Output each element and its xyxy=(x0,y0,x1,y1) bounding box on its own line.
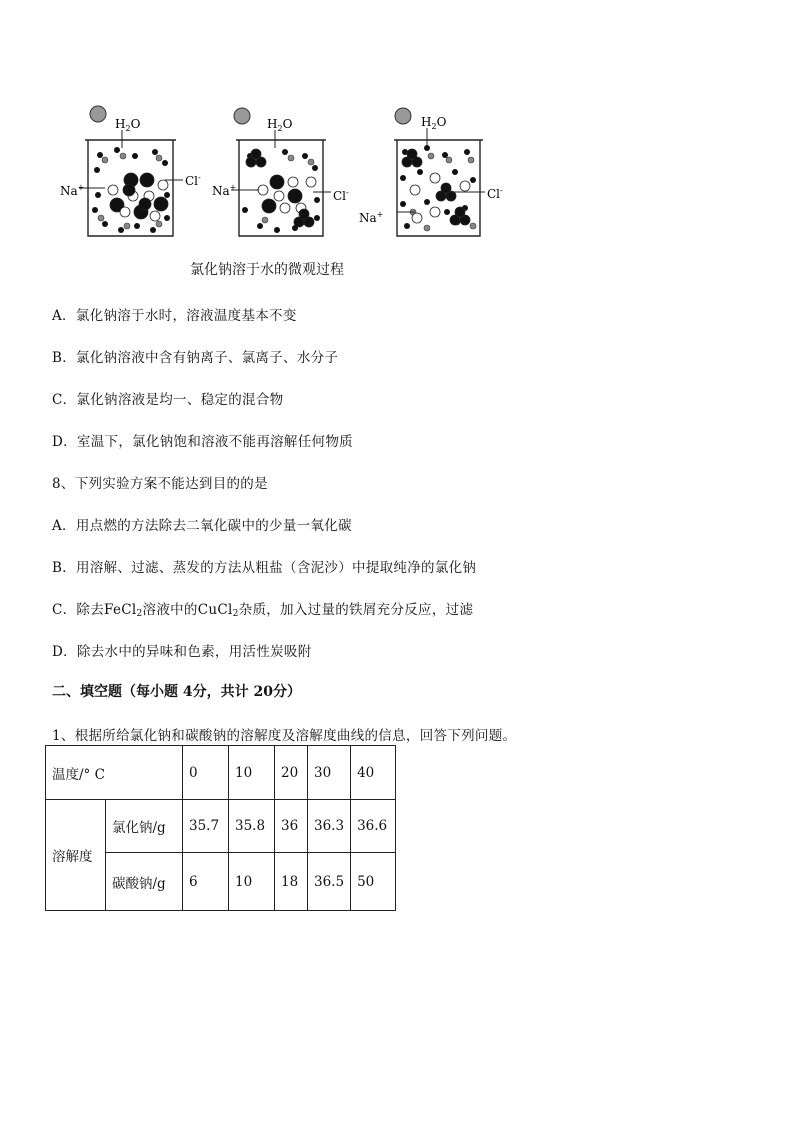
q8-option-c: C．除去FeCl$_2$溶液中的CuCl$_2$杂质，加入过量的铁屑充分反应，过滤 xyxy=(52,602,474,619)
value-cell: 18 xyxy=(275,853,308,911)
temp-cell: 30 xyxy=(308,746,351,800)
sodium-label-3: Na+ xyxy=(359,210,384,225)
q8-option-a: A．用点燃的方法除去二氧化碳中的少量一氧化碳 xyxy=(52,518,352,534)
value-cell: 35.7 xyxy=(183,800,229,853)
q7-option-b: B．氯化钠溶液中含有钠离子、氯离子、水分子 xyxy=(52,350,339,366)
q8-stem: 8、下列实验方案不能达到目的的是 xyxy=(52,476,268,492)
chloride-label-2: Cl- xyxy=(333,188,349,203)
value-cell: 50 xyxy=(351,853,396,911)
q1-stem: 1、根据所给氯化钠和碳酸钠的溶解度及溶解度曲线的信息，回答下列问题。 xyxy=(52,728,517,744)
figure-caption: 氯化钠溶于水的微观过程 xyxy=(190,262,344,278)
chloride-label-3: Cl- xyxy=(487,186,503,201)
q8-option-d: D．除去水中的异味和色素，用活性炭吸附 xyxy=(52,644,312,660)
water-label-1: $H_2O$ xyxy=(115,117,141,133)
table-row xyxy=(46,800,396,853)
value-cell: 36 xyxy=(275,800,308,853)
q7-option-a: A．氯化钠溶于水时，溶液温度基本不变 xyxy=(52,308,297,324)
water-label-3: $H_2O$ xyxy=(421,115,447,131)
value-cell: 6 xyxy=(183,853,229,911)
section-2-heading: 二、填空题（每小题 4分，共计 20分） xyxy=(52,684,301,700)
temp-header: 温度/° C xyxy=(46,746,183,800)
q7-option-c: C．氯化钠溶液是均一、稳定的混合物 xyxy=(52,392,284,408)
q7-option-d: D．室温下，氯化钠饱和溶液不能再溶解任何物质 xyxy=(52,434,353,450)
table-row xyxy=(46,746,396,800)
water-label-2: $H_2O$ xyxy=(267,117,293,133)
temp-cell: 20 xyxy=(275,746,308,800)
chloride-label-1: Cl- xyxy=(185,173,201,188)
solubility-group-label: 溶解度 xyxy=(46,800,106,911)
row-label-na2co3: 碳酸钠/g xyxy=(106,853,183,911)
sodium-label-2: Na+ xyxy=(212,183,237,198)
row-label-nacl: 氯化钠/g xyxy=(106,800,183,853)
value-cell: 10 xyxy=(229,853,275,911)
temp-cell: 0 xyxy=(183,746,229,800)
value-cell: 36.6 xyxy=(351,800,396,853)
temp-cell: 40 xyxy=(351,746,396,800)
value-cell: 36.5 xyxy=(308,853,351,911)
temp-cell: 10 xyxy=(229,746,275,800)
value-cell: 35.8 xyxy=(229,800,275,853)
value-cell: 36.3 xyxy=(308,800,351,853)
q8-option-b: B．用溶解、过滤、蒸发的方法从粗盐（含泥沙）中提取纯净的氯化钠 xyxy=(52,560,477,576)
dissolution-figure xyxy=(55,100,525,250)
sodium-label-1: Na+ xyxy=(60,183,85,198)
solubility-table xyxy=(45,745,396,911)
